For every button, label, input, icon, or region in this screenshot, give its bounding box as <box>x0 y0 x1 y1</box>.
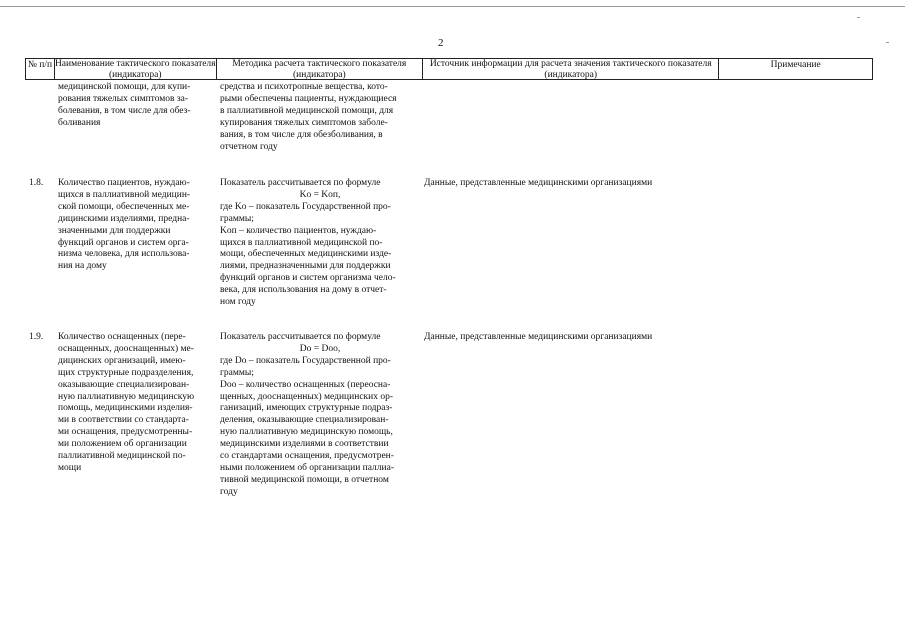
method-line: функций органов и систем организма чело- <box>220 273 396 284</box>
method-intro: Показатель рассчитывается по формуле <box>220 332 381 342</box>
name-line: значенными для поддержки <box>58 225 171 236</box>
row-source-cell: Данные, представленные медицинскими организациями <box>424 332 653 342</box>
name-line: Количество оснащенных (пере- <box>58 332 186 342</box>
method-line: Koп – количество пациентов, нуждаю- <box>220 225 377 236</box>
method-line: деления, оказывающие специализирован- <box>220 415 389 426</box>
method-line: тивной медицинской помощи, в отчетном <box>220 474 389 485</box>
cont-name-line: рования тяжелых симптомов за- <box>58 93 189 104</box>
cont-method-line: средства и психотропные вещества, кото- <box>220 82 388 92</box>
name-line: низма человека, для использова- <box>58 249 190 260</box>
cont-method-line: отчетном году <box>220 141 278 152</box>
method-line: со стандартами оснащения, предусмотрен- <box>220 451 394 462</box>
scan-speck <box>857 17 860 18</box>
name-line: ми оснащения, предусмотренны- <box>58 427 193 438</box>
row-method-cell <box>220 178 420 309</box>
top-border-line <box>0 6 905 7</box>
name-line: мощи <box>58 462 82 473</box>
name-line: помощь, медицинскими изделия- <box>58 403 193 414</box>
header-col-method: Методика расчета тактического показателя (индикатора) <box>217 59 424 79</box>
method-line: мощи, обеспеченных медицинскими изде- <box>220 249 392 260</box>
method-line: щенных, дооснащенных) медицинских ор- <box>220 391 394 402</box>
name-line: функций органов и систем орга- <box>58 237 189 248</box>
method-line: ном году <box>220 297 256 308</box>
cont-name-line: боливания <box>58 117 101 128</box>
name-line: дицинских организаций, имею- <box>58 355 186 366</box>
method-line: века, для использования на дому в отчет- <box>220 285 387 296</box>
name-line: ми положением об организации <box>58 439 187 450</box>
cont-name-cell <box>58 82 216 130</box>
cont-name-line: болевания, в том числе для обез- <box>58 105 191 116</box>
name-line: ную паллиативную медицинскую <box>58 391 195 402</box>
name-line: ми в соответствии со стандарта- <box>58 415 189 426</box>
header-col-source: Источник информации для расчета значения тактического показателя (индикатора) <box>423 59 719 79</box>
name-line: оказывающие специализирован- <box>58 379 190 390</box>
name-line: ской помощи, обеспеченных ме- <box>58 201 190 212</box>
cont-method-line: рыми обеспечены пациенты, нуждающиеся <box>220 93 397 104</box>
method-line: лиями, предназначенными для поддержки <box>220 261 391 272</box>
header-col-num: № п/п <box>26 59 55 79</box>
method-line: граммы; <box>220 213 254 224</box>
page-number: 2 <box>438 37 444 49</box>
row-name-cell <box>58 332 216 475</box>
cont-method-line: купирования тяжелых симптомов заболе- <box>220 117 388 128</box>
scan-speck <box>886 42 889 43</box>
table-header <box>25 58 873 80</box>
method-line: где Do – показатель Государственной про- <box>220 355 391 366</box>
method-line: ганизаций, имеющих структурные подраз- <box>220 403 393 414</box>
name-line: щихся в паллиативной медицин- <box>58 189 191 200</box>
cont-method-cell <box>220 82 420 153</box>
cont-name-line: медицинской помощи, для купи- <box>58 82 191 92</box>
name-line: дицинскими изделиями, предна- <box>58 213 190 224</box>
row-method-cell <box>220 332 420 499</box>
name-line: оснащенных, дооснащенных) ме- <box>58 343 194 354</box>
formula: Do = Doo, <box>299 343 341 354</box>
row-number: 1.8. <box>29 178 44 188</box>
method-line: щихся в паллиативной медицинской по- <box>220 237 383 248</box>
row-source-cell: Данные, представленные медицинскими организациями <box>424 178 653 188</box>
header-col-name: Наименование тактического показателя (индикатора) <box>54 59 216 79</box>
method-line: Doo – количество оснащенных (переосна- <box>220 379 391 390</box>
name-line: Количество пациентов, нуждаю- <box>58 178 190 188</box>
name-line: ния на дому <box>58 261 107 272</box>
method-line: медицинскими изделиями в соответствии <box>220 439 389 450</box>
method-line: ную паллиативную медицинскую помощь, <box>220 427 393 438</box>
row-number: 1.9. <box>29 332 44 342</box>
formula: Ko = Koп, <box>299 189 341 200</box>
method-line: году <box>220 486 238 497</box>
cont-method-line: вания, в том числе для обезболивания, в <box>220 129 383 140</box>
header-col-note: Примечание <box>770 60 821 70</box>
method-intro: Показатель рассчитывается по формуле <box>220 178 381 188</box>
row-name-cell <box>58 178 216 273</box>
method-line: где Ko – показатель Государственной про- <box>220 201 391 212</box>
name-line: паллиативной медицинской по- <box>58 451 186 462</box>
name-line: щих структурные подразделения, <box>58 367 194 378</box>
cont-method-line: в паллиативной медицинской помощи, для <box>220 105 394 116</box>
method-line: граммы; <box>220 367 254 378</box>
method-line: ными положением об организации паллиа- <box>220 462 394 473</box>
